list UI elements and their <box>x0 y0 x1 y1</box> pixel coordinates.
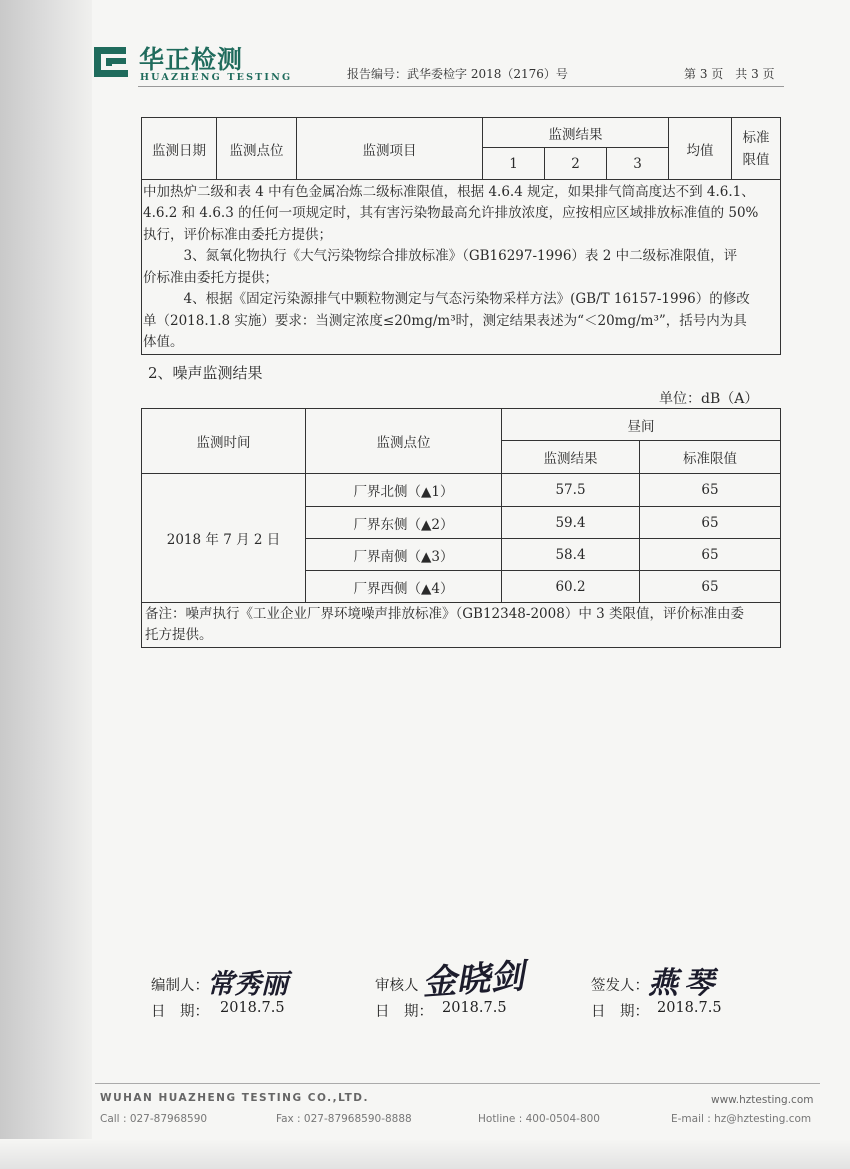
page-number: 第 3 页 共 3 页 <box>684 67 775 81</box>
reviewer-date-label: 日 期： <box>375 1004 433 1020</box>
reviewer-date: 2018.7.5 <box>442 1000 507 1016</box>
header-monitoring-item: 监测项目 <box>362 142 417 159</box>
header-noise-point: 监测点位 <box>376 435 431 451</box>
issuer-label: 签发人： <box>591 978 649 994</box>
table-note-line-3: 执行，评价标准由委托方提供； <box>143 227 332 243</box>
table-note-line-8: 体值。 <box>143 334 184 350</box>
noise-point: 厂界西侧（▲4） <box>353 580 454 597</box>
table-note-line-5: 价标准由委托方提供； <box>143 270 278 286</box>
monitoring-date: 2018 年 7 月 2 日 <box>166 532 281 548</box>
compiler-label: 编制人： <box>151 978 209 994</box>
noise-point: 厂界南侧（▲3） <box>353 548 454 565</box>
header-result-1: 1 <box>509 155 518 172</box>
compiler-date: 2018.7.5 <box>220 1000 285 1016</box>
noise-limit: 65 <box>701 546 719 563</box>
report-number: 报告编号：武华委检字 2018（2176）号 <box>347 67 568 81</box>
header-average: 均值 <box>686 142 714 159</box>
header-standard-limit <box>731 117 781 180</box>
reviewer-label: 审核人 <box>375 978 419 994</box>
table-note-line-6: 4、根据《固定污染源排气中颗粒物测定与气态污染物采样方法》(GB/T 16157-1996）的修改 <box>143 291 750 307</box>
scan-shadow-left <box>0 0 92 1169</box>
noise-limit: 65 <box>701 578 719 595</box>
header-noise-limit: 标准限值 <box>683 451 737 467</box>
noise-point: 厂界北侧（▲1） <box>353 484 454 500</box>
noise-remark-line-1: 备注：噪声执行《工业企业厂界环境噪声排放标准》（GB12348-2008）中 3 类限值，评价标准由委 <box>145 606 744 622</box>
compiler-date-label: 日 期： <box>151 1004 209 1020</box>
reviewer-signature: 金晓剑 <box>420 956 526 1004</box>
footer-email: E-mail : hz@hztesting.com <box>671 1113 812 1125</box>
unit-label: 单位：dB（A） <box>659 391 759 407</box>
logo-english-name: HUAZHENG TESTING <box>140 72 293 83</box>
noise-result: 58.4 <box>555 546 586 563</box>
footer-phone: Call : 027-87968590 <box>100 1113 208 1125</box>
noise-limit: 65 <box>701 482 719 498</box>
header-monitoring-point: 监测点位 <box>229 142 284 159</box>
noise-result: 59.4 <box>555 514 586 531</box>
issuer-signature: 燕琴 <box>648 966 720 1001</box>
table-note-line-1: 中加热炉二级和表 4 中有色金属冶炼二级标准限值，根据 4.6.4 规定，如果排气筒高度达不到 4.6.1、 <box>143 184 755 200</box>
header-monitoring-time: 监测时间 <box>196 435 251 451</box>
noise-result: 57.5 <box>555 482 586 498</box>
table-note-line-4: 3、氮氧化物执行《大气污染物综合排放标准》（GB16297-1996）表 2 中二级标准限值，评 <box>143 248 738 264</box>
footer-divider <box>95 1083 820 1084</box>
issuer-date-label: 日 期： <box>591 1004 649 1020</box>
compiler-signature: 常秀丽 <box>207 969 288 1000</box>
header-monitoring-date: 监测日期 <box>152 142 206 159</box>
noise-limit: 65 <box>701 514 719 531</box>
section-title-noise: 2、噪声监测结果 <box>148 364 263 382</box>
noise-remark-line-2: 托方提供。 <box>145 627 213 643</box>
header-divider <box>138 86 784 87</box>
noise-point: 厂界东侧（▲2） <box>353 516 454 533</box>
scan-shadow-bottom <box>0 1139 850 1169</box>
header-standard-limit-line1: 标准 <box>742 129 770 146</box>
footer-hotline: Hotline : 400-0504-800 <box>478 1113 600 1125</box>
header-standard-limit-line2: 限值 <box>742 151 770 168</box>
logo-chinese-name: 华正检测 <box>139 45 244 74</box>
footer-website: www.hztesting.com <box>711 1094 814 1106</box>
table-note-line-2: 4.6.2 和 4.6.3 的任何一项规定时，其有害污染物最高允许排放浓度，应按相应区域排放标准值的 50% <box>143 205 759 221</box>
issuer-date: 2018.7.5 <box>657 1000 722 1016</box>
table-note-line-7: 单（2018.1.8 实施）要求：当测定浓度≤20mg/m³时，测定结果表述为“＜20mg/m³”，括号内为具 <box>143 313 747 329</box>
header-noise-result: 监测结果 <box>543 451 598 467</box>
footer-fax: Fax : 027-87968590-8888 <box>276 1113 412 1125</box>
noise-result: 60.2 <box>555 578 586 595</box>
header-result-3: 3 <box>633 155 642 172</box>
logo-mark-icon <box>92 44 132 80</box>
header-monitoring-result: 监测结果 <box>548 126 603 143</box>
footer-company: WUHAN HUAZHENG TESTING CO.,LTD. <box>100 1092 369 1104</box>
header-result-2: 2 <box>571 155 580 172</box>
header-daytime: 昼间 <box>627 418 655 435</box>
